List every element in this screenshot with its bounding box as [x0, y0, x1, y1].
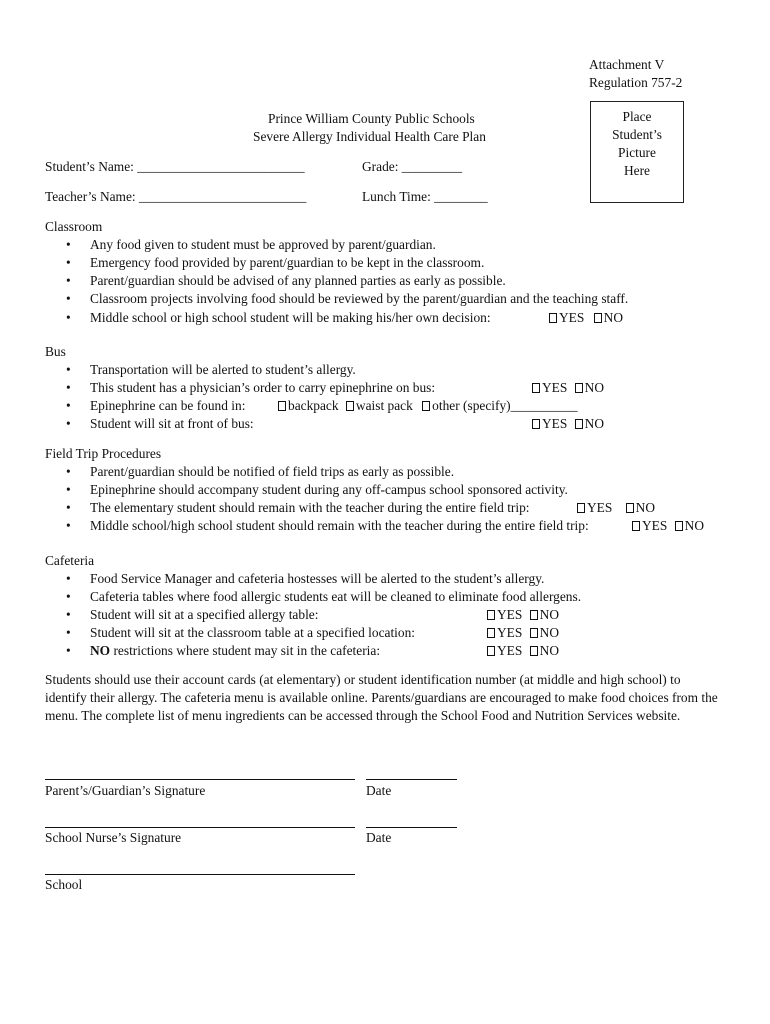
photo-line-1: Place [622, 109, 652, 124]
lunch-time-field[interactable]: Lunch Time: ________ [362, 189, 488, 204]
no-label: NO [539, 625, 560, 640]
account-cards-paragraph: Students should use their account cards (at elementary) or student identification number (at middle and high school) to identify their allergy. The cafeteria menu is available online. Parents/guardians are encouraged to make food choices from the menu. The complete list of menu ingredients can be accessed through the School Food and Nutrition Services website. [45, 672, 718, 723]
field-trip-heading: Field Trip Procedures [45, 446, 162, 461]
other-label[interactable]: other (specify)__________ [432, 398, 578, 413]
no-restrictions-options [487, 642, 559, 660]
page-title: Severe Allergy Individual Health Care Plan [253, 129, 486, 144]
backpack-label: backpack [288, 398, 339, 413]
no-label: NO [684, 518, 705, 533]
yes-checkbox[interactable] [487, 610, 495, 620]
no-checkbox[interactable] [575, 383, 583, 393]
no-checkbox[interactable] [594, 313, 602, 323]
yes-label: YES [642, 518, 668, 533]
attachment-label: Attachment V [589, 57, 665, 72]
yes-label: YES [497, 643, 523, 658]
epinephrine-location-options [278, 397, 578, 415]
org-name: Prince William County Public Schools [268, 111, 475, 126]
school-label: School [45, 877, 83, 892]
no-label: NO [539, 607, 560, 622]
waist-pack-checkbox[interactable] [346, 401, 354, 411]
classroom-decision-options [549, 309, 623, 327]
student-name-field[interactable]: Student’s Name: _________________________ [45, 159, 305, 174]
teacher-name-field[interactable]: Teacher’s Name: _________________________ [45, 189, 307, 204]
yes-checkbox[interactable] [577, 503, 585, 513]
no-label: NO [584, 416, 605, 431]
yes-checkbox[interactable] [532, 383, 540, 393]
no-label: NO [584, 380, 605, 395]
nurse-date-line[interactable] [366, 827, 457, 828]
no-label: NO [635, 500, 656, 515]
middle-high-trip-options [632, 517, 704, 535]
no-checkbox[interactable] [626, 503, 634, 513]
cafeteria-heading: Cafeteria [45, 553, 95, 568]
yes-label: YES [587, 500, 613, 515]
no-checkbox[interactable] [530, 646, 538, 656]
yes-checkbox[interactable] [487, 646, 495, 656]
yes-label: YES [559, 310, 585, 325]
yes-label: YES [542, 380, 568, 395]
school-line[interactable] [45, 874, 355, 875]
nurse-date-label: Date [366, 830, 392, 845]
regulation-label: Regulation 757-2 [589, 75, 683, 90]
waist-pack-label: waist pack [355, 398, 413, 413]
parent-date-label: Date [366, 783, 392, 798]
no-label: NO [603, 310, 624, 325]
yes-checkbox[interactable] [487, 628, 495, 638]
nurse-signature-line[interactable] [45, 827, 355, 828]
no-checkbox[interactable] [675, 521, 683, 531]
photo-line-4: Here [623, 163, 651, 178]
bus-heading: Bus [45, 344, 66, 359]
no-restrictions-text: restrictions where student may sit in the cafeteria: [113, 643, 381, 658]
classroom-heading: Classroom [45, 219, 103, 234]
parent-signature-label: Parent’s/Guardian’s Signature [45, 783, 206, 798]
no-checkbox[interactable] [530, 610, 538, 620]
allergy-table-options [487, 606, 559, 624]
no-emphasis: NO [90, 643, 111, 658]
yes-checkbox[interactable] [632, 521, 640, 531]
yes-label: YES [542, 416, 568, 431]
classroom-table-options [487, 624, 559, 642]
photo-line-2: Student’s [612, 127, 662, 142]
nurse-signature-label: School Nurse’s Signature [45, 830, 182, 845]
other-checkbox[interactable] [422, 401, 430, 411]
backpack-checkbox[interactable] [278, 401, 286, 411]
grade-field[interactable]: Grade: _________ [362, 159, 463, 174]
yes-checkbox[interactable] [549, 313, 557, 323]
yes-checkbox[interactable] [532, 419, 540, 429]
student-picture-box[interactable] [590, 101, 684, 203]
parent-signature-line[interactable] [45, 779, 355, 780]
yes-label: YES [497, 607, 523, 622]
elementary-trip-options [577, 499, 655, 517]
no-checkbox[interactable] [575, 419, 583, 429]
no-label: NO [539, 643, 560, 658]
photo-line-3: Picture [618, 145, 656, 160]
no-checkbox[interactable] [530, 628, 538, 638]
bus-front-options [532, 415, 604, 433]
yes-label: YES [497, 625, 523, 640]
bus-epinephrine-options [532, 379, 604, 397]
parent-date-line[interactable] [366, 779, 457, 780]
